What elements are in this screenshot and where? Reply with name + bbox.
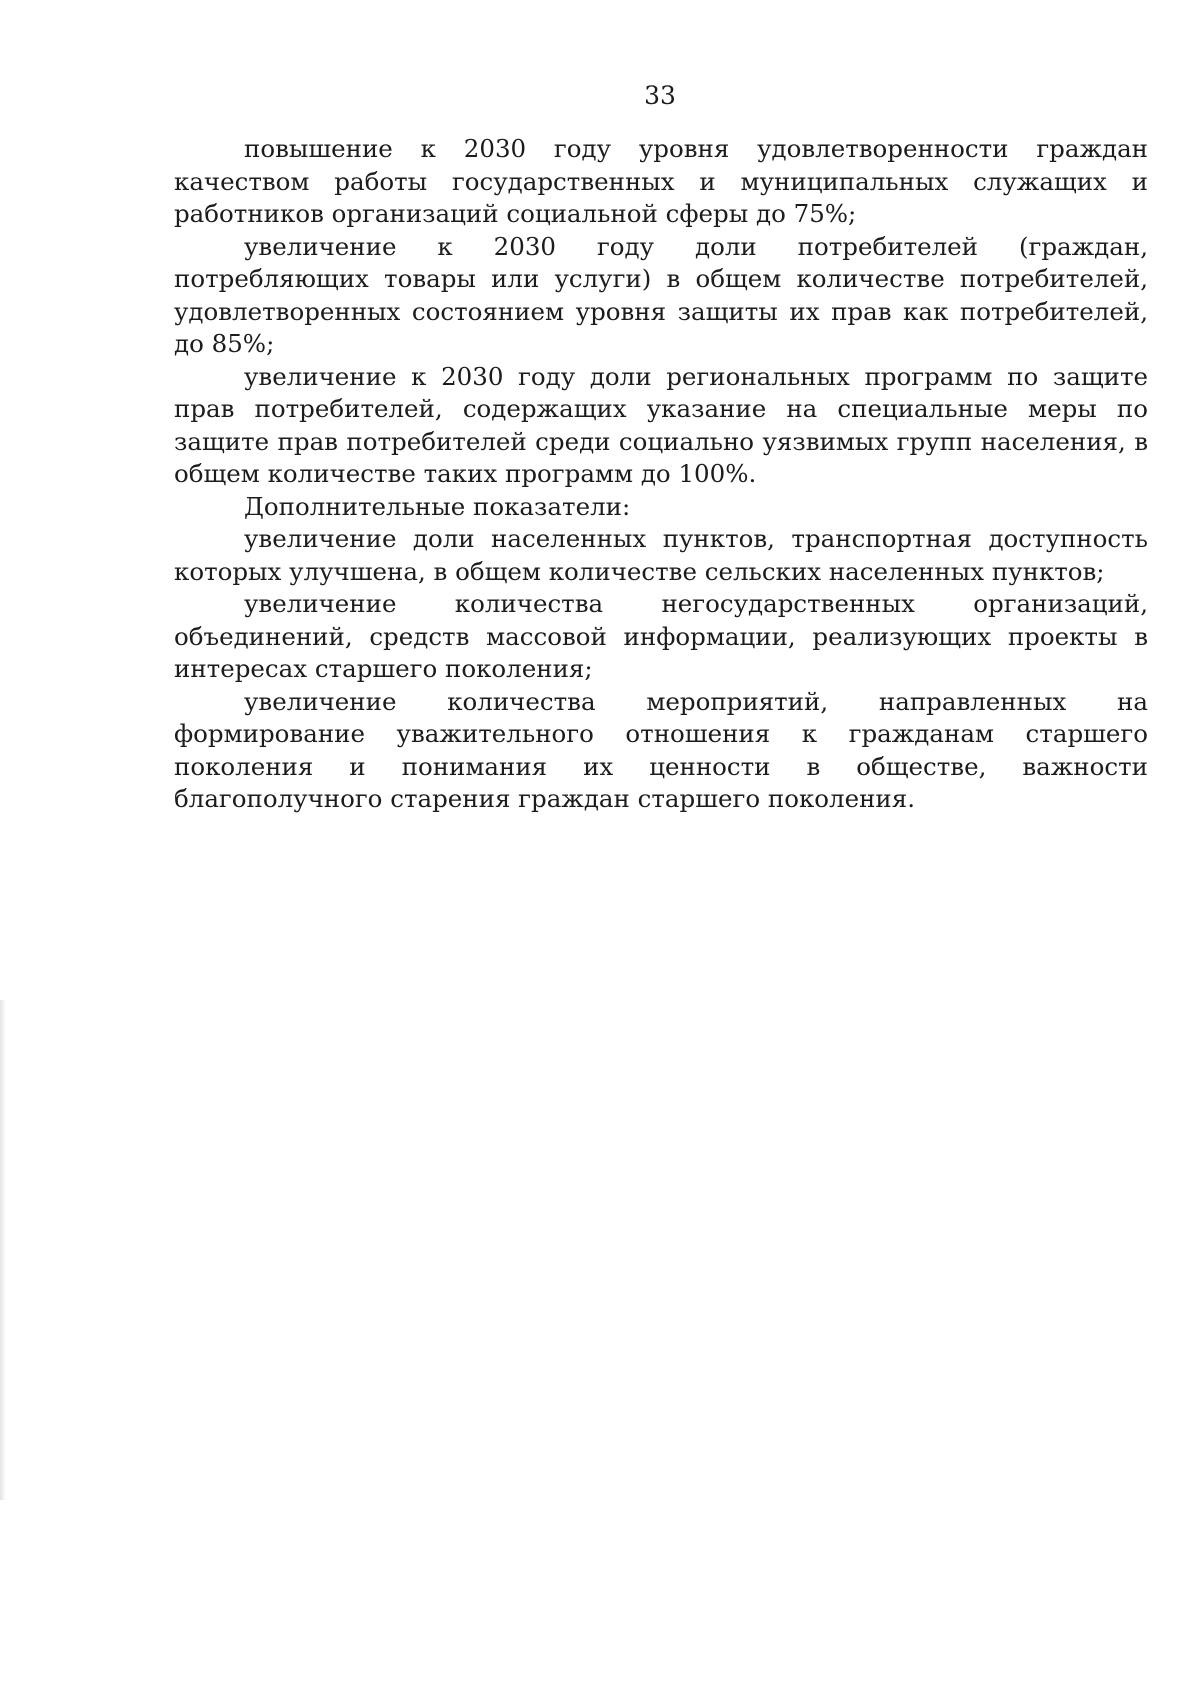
paragraph-additional-indicators-heading: Дополнительные показатели: bbox=[244, 491, 631, 521]
paragraph-consumer-share-indicator: увеличение к 2030 году доли потребителей (граждан, потребляющих товары или услуги) в общем количестве потребителей, удовлетворенных состоянием уровня защиты их прав как потребителей, до 85%; bbox=[174, 231, 1148, 358]
paragraph-nongovernmental-organizations: увеличение количества негосударственных организаций, объединений, средств массовой информации, реализующих проекты в интересах старшего поколения; bbox=[174, 589, 1148, 683]
page-number: 33 bbox=[644, 81, 676, 110]
paragraph-satisfaction-indicator: повышение к 2030 году уровня удовлетворенности граждан качеством работы государственных и муниципальных служащих и работников организаций социальной сферы до 75%; bbox=[174, 134, 1148, 228]
paragraph-regional-programs-indicator: увеличение к 2030 году доли региональных программ по защите прав потребителей, содержащих указание на специальные меры по защите прав потребителей среди социально уязвимых групп населения, в общем количестве таких программ до 100%. bbox=[174, 361, 1148, 488]
document-body bbox=[174, 133, 1148, 816]
scan-edge-shadow bbox=[0, 1000, 6, 1500]
paragraph-respect-events: увеличение количества мероприятий, направленных на формирование уважительного отношения к гражданам старшего поколения и понимания их ценности в обществе, важности благополучного старения граждан старшего поколения. bbox=[174, 686, 1148, 813]
paragraph-transport-accessibility: увеличение доли населенных пунктов, транспортная доступность которых улучшена, в общем количестве сельских населенных пунктов; bbox=[174, 524, 1148, 586]
